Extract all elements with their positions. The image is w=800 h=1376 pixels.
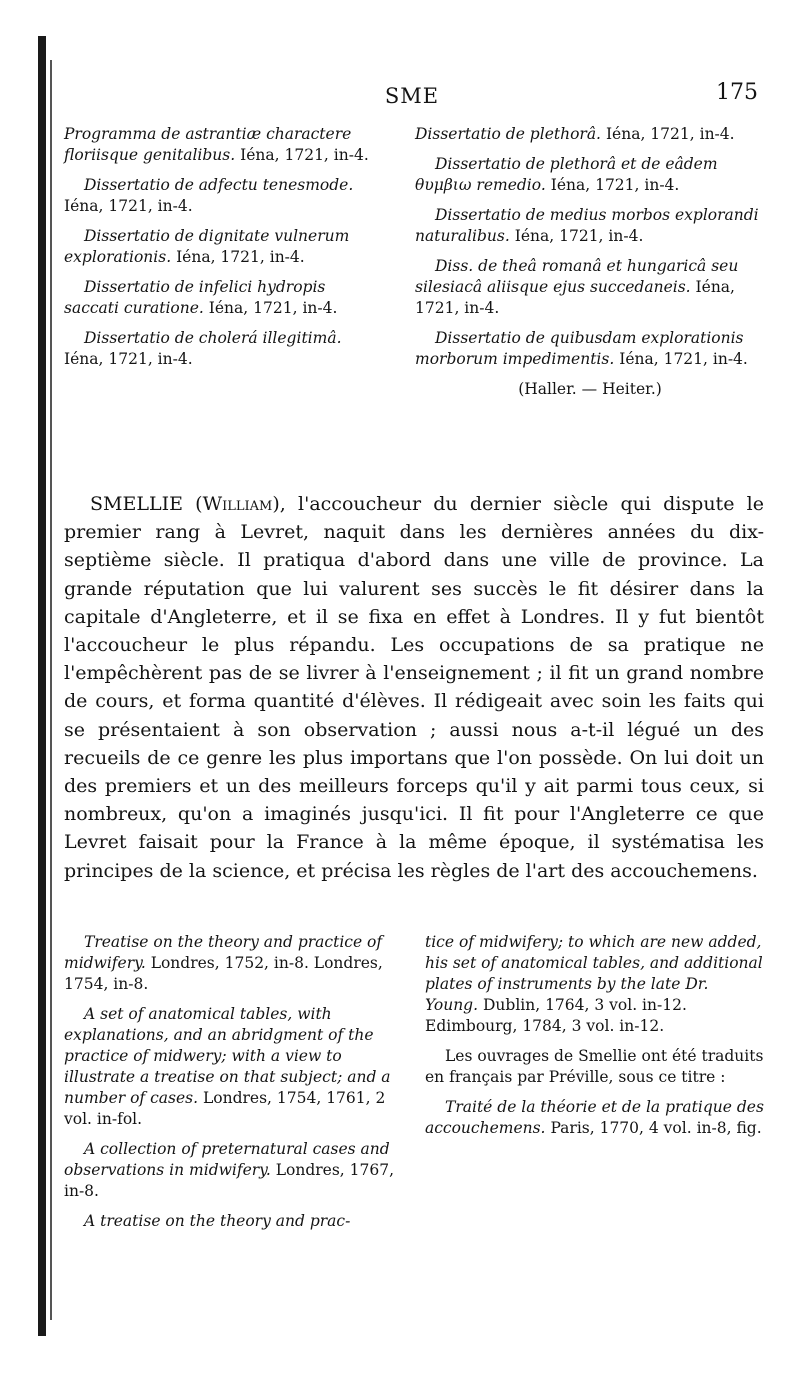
page-number: 175	[716, 80, 758, 105]
bibliography-entry: Diss. de theâ romanâ et hungaricâ seu silesiacâ aliisque ejus succedaneis. Iéna, 1721, in-4.	[415, 257, 739, 317]
bibliography-entry: Dissertatio de adfectu tenesmode. Iéna, 1721, in-4.	[64, 176, 354, 215]
bibliography-entry: tice of midwifery; to which are new added, his set of anatomical tables, and additional plates of instruments by the late Dr. Young. Dublin, 1764, 3 vol. in-12. Edimbourg, 1784, 3 vol. in-12.	[425, 933, 763, 1035]
bibliography-entry: Programma de astrantiæ charactere floriisque genitalibus. Iéna, 1721, in-4.	[64, 125, 369, 164]
page-spine-line	[50, 60, 52, 1320]
top-left-column	[64, 124, 384, 379]
bibliography-entry: Dissertatio de plethorâ. Iéna, 1721, in-4.	[415, 125, 735, 143]
bibliography-entry: Dissertatio de cholerá illegitimâ. Iéna, 1721, in-4.	[64, 329, 342, 368]
article-smellie	[64, 490, 764, 885]
bottom-left-column	[64, 932, 404, 1241]
bibliography-entry: Traité de la théorie et de la pratique des accouchemens. Paris, 1770, 4 vol. in-8, fig.	[425, 1098, 764, 1137]
bibliography-entry: A treatise on the theory and prac-	[84, 1212, 351, 1230]
bibliography-entry: A collection of preternatural cases and observations in midwifery. Londres, 1767, in-8.	[64, 1140, 395, 1200]
bibliography-entry: A set of anatomical tables, with explanations, and an abridgment of the practice of midwery; with a view to illustrate a treatise on that subject; and a number of cases. Londres, 1754, 1761, 2 vol. in-fol.	[64, 1005, 391, 1128]
bibliography-entry: Dissertatio de quibusdam explorationis morborum impedimentis. Iéna, 1721, in-4.	[415, 329, 748, 368]
article-headword: SMELLIE	[90, 493, 183, 515]
bibliography-entry: Dissertatio de dignitate vulnerum explorationis. Iéna, 1721, in-4.	[64, 227, 350, 266]
attribution: (Haller. — Heiter.)	[518, 380, 662, 398]
article-paragraph	[64, 490, 764, 885]
bibliography-entry: Dissertatio de plethorâ et de eâdem θυμβιω remedio. Iéna, 1721, in-4.	[415, 155, 718, 194]
bibliography-entry: Treatise on the theory and practice of midwifery. Londres, 1752, in-8. Londres, 1754, in-8.	[64, 933, 383, 993]
top-right-column	[415, 124, 765, 409]
article-given-name: (William),	[195, 493, 286, 515]
page-spine-shadow	[38, 36, 46, 1336]
article-body: l'accoucheur du dernier siècle qui dispute le premier rang à Levret, naquit dans les dernières années du dix-septième siècle. Il pratiqua d'abord dans une ville de province. La grande réputation que lui valurent ses succès le fit désirer dans la capitale d'Angleterre, et il se fixa en effet à Londres. Il y fut bientôt l'accoucheur le plus répandu. Les occupations de sa pratique ne l'empêchèrent pas de se livrer à l'enseignement ; il fit un grand nombre de cours, et forma quantité d'élèves. Il rédigeait avec soin les faits qui se présentaient à son observation ; aussi nous a-t-il légué un des recueils de ce genre les plus importans que l'on possède. On lui doit un des premiers et un des meilleurs forceps qu'il y ait parmi tous ceux, si nombreux, qu'on a imaginés jusqu'ici. Il fit pour l'Angleterre ce que Levret faisait pour la France à la même époque, il systématisa les principes de la science, et précisa les règles de l'art des accouchemens.	[64, 493, 764, 882]
page-header	[60, 80, 764, 112]
bibliography-entry: Dissertatio de infelici hydropis saccati curatione. Iéna, 1721, in-4.	[64, 278, 338, 317]
bottom-right-column	[425, 932, 765, 1148]
translation-note: Les ouvrages de Smellie ont été traduits en français par Préville, sous ce titre :	[425, 1047, 764, 1086]
bibliography-entry: Dissertatio de medius morbos explorandi naturalibus. Iéna, 1721, in-4.	[415, 206, 759, 245]
running-head: SME	[384, 84, 440, 108]
